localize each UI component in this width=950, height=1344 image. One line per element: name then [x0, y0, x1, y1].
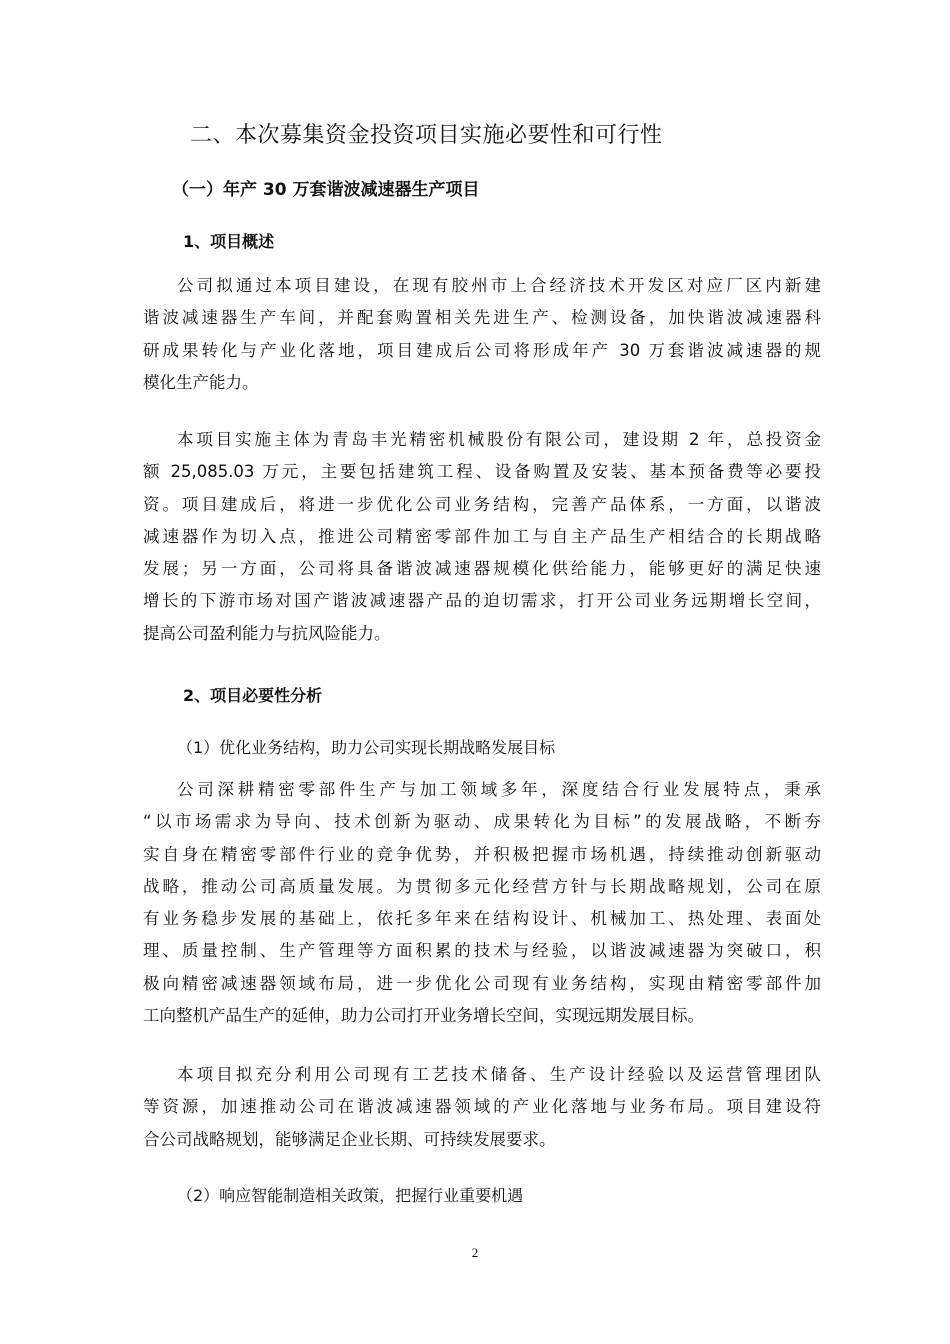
text-line: 发展；另一方面，公司将具备谐波减速器规模化供给能力，能够更好的满足快速 [143, 559, 821, 579]
project-heading-suffix: 万套谐波减速器生产项目 [286, 180, 480, 200]
overview-heading-number: 1 [183, 232, 195, 251]
overview-heading [183, 229, 274, 252]
text-line: 战略，推动公司高质量发展。为贯彻多元化经营方针与长期战略规划，公司在原 [143, 876, 821, 896]
text-line: 公司拟通过本项目建设，在现有胶州市上合经济技术开发区对应厂区内新建 [177, 276, 821, 295]
text-line: 极向精密减速器领域布局，进一步优化公司现有业务结构，实现由精密零部件加 [143, 973, 821, 993]
subheading-2: （2）响应智能制造相关政策，把握行业重要机遇 [177, 1186, 524, 1205]
project-heading [172, 175, 480, 200]
text-line: 资。项目建成后，将进一步优化公司业务结构，完善产品体系，一方面，以谐波 [143, 494, 821, 514]
text-line: 提高公司盈利能力与抗风险能力。 [143, 623, 391, 643]
text-line: 有业务稳步发展的基础上，依托多年来在结构设计、机械加工、热处理、表面处 [143, 909, 821, 929]
project-heading-prefix: （一）年产 [172, 180, 263, 200]
text-line: 研成果转化与产业化落地，项目建成后公司将形成年产 30 万套谐波减速器的规 [143, 340, 821, 360]
subheading-1: （1）优化业务结构，助力公司实现长期战略发展目标 [177, 738, 556, 757]
page-number: 2 [471, 1245, 479, 1260]
text-line: 减速器作为切入点，推进公司精密零部件加工与自主产品生产相结合的长期战略 [143, 526, 821, 546]
section-title: 二、本次募集资金投资项目实施必要性和可行性 [190, 123, 663, 148]
text-line: 等资源，加速推动公司在谐波减速器领域的产业化落地与业务布局。项目建设符 [143, 1097, 821, 1117]
necessity-paragraph-2 [143, 1059, 821, 1156]
text-line: 理、质量控制、生产管理等方面积累的技术与经验，以谐波减速器为突破口，积 [143, 941, 821, 961]
text-line: 本项目实施主体为青岛丰光精密机械股份有限公司，建设期 2 年，总投资金 [177, 430, 821, 449]
text-line: 本项目拟充分利用公司现有工艺技术储备、生产设计经验以及运营管理团队 [177, 1065, 821, 1084]
text-line: 谐波减速器生产车间，并配套购置相关先进生产、检测设备，加快谐波减速器科 [143, 308, 821, 328]
necessity-heading-text: 、项目必要性分析 [194, 686, 323, 705]
overview-paragraph-1 [143, 270, 821, 399]
text-line: 公司深耕精密零部件生产与加工领域多年，深度结合行业发展特点，秉承 [177, 780, 821, 799]
necessity-heading [183, 683, 322, 706]
project-heading-number: 30 [262, 180, 287, 200]
text-line: 合公司战略规划，能够满足企业长期、可持续发展要求。 [143, 1129, 556, 1149]
text-line: 工向整机产品生产的延伸，助力公司打开业务增长空间，实现远期发展目标。 [143, 1006, 704, 1026]
text-line: 实自身在精密零部件行业的竞争优势，并积极把握市场机遇，持续推动创新驱动 [143, 844, 821, 864]
overview-paragraph-2 [143, 424, 821, 650]
text-line: 模化生产能力。 [143, 372, 259, 392]
text-line: “以市场需求为导向、技术创新为驱动、成果转化为目标”的发展战略，不断夯 [143, 812, 821, 832]
necessity-heading-number: 2 [183, 686, 195, 705]
text-line: 额 25,085.03 万元，主要包括建筑工程、设备购置及安装、基本预备费等必要投 [143, 462, 821, 482]
necessity-paragraph-1 [143, 774, 821, 1032]
text-line: 增长的下游市场对国产谐波减速器产品的迫切需求，打开公司业务远期增长空间， [143, 591, 821, 611]
overview-heading-text: 、项目概述 [194, 232, 275, 251]
